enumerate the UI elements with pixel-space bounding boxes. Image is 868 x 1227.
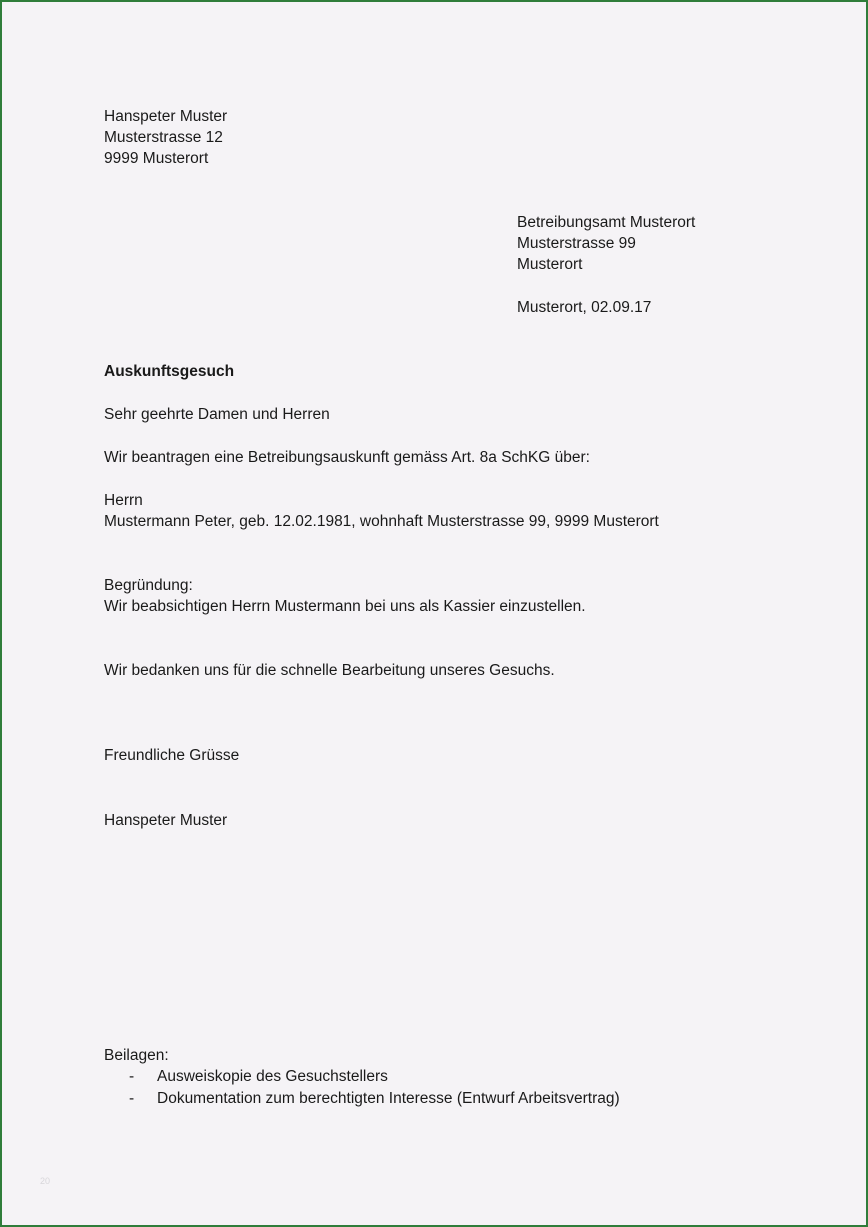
subject-heading: Auskunftsgesuch — [104, 363, 235, 380]
attachments-label: Beilagen: — [104, 1047, 169, 1064]
attachment-item: Ausweiskopie des Gesuchstellers — [157, 1068, 388, 1085]
recipient-name: Betreibungsamt Musterort — [517, 214, 696, 231]
sender-city: 9999 Musterort — [104, 150, 209, 167]
recipient-street: Musterstrasse 99 — [517, 235, 636, 252]
signature-name: Hanspeter Muster — [104, 812, 228, 829]
sender-street: Musterstrasse 12 — [104, 129, 223, 146]
date-line: Musterort, 02.09.17 — [517, 299, 652, 316]
intro-text: Wir beantragen eine Betreibungsauskunft gemäss Art. 8a SchKG über: — [104, 449, 590, 466]
attachment-bullet: - — [129, 1090, 135, 1107]
page-mark: 20 — [40, 1176, 51, 1186]
thanks-text: Wir bedanken uns für die schnelle Bearbeitung unseres Gesuchs. — [104, 662, 555, 679]
recipient-city: Musterort — [517, 256, 583, 273]
person-title: Herrn — [104, 492, 143, 509]
closing-text: Freundliche Grüsse — [104, 747, 240, 764]
attachment-item: Dokumentation zum berechtigten Interesse (Entwurf Arbeitsvertrag) — [157, 1090, 620, 1107]
person-details: Mustermann Peter, geb. 12.02.1981, wohnhaft Musterstrasse 99, 9999 Musterort — [104, 513, 659, 530]
reason-label: Begründung: — [104, 577, 193, 594]
sender-name: Hanspeter Muster — [104, 108, 228, 125]
attachment-bullet: - — [129, 1068, 135, 1085]
salutation: Sehr geehrte Damen und Herren — [104, 406, 330, 423]
reason-text: Wir beabsichtigen Herrn Mustermann bei uns als Kassier einzustellen. — [104, 598, 586, 615]
